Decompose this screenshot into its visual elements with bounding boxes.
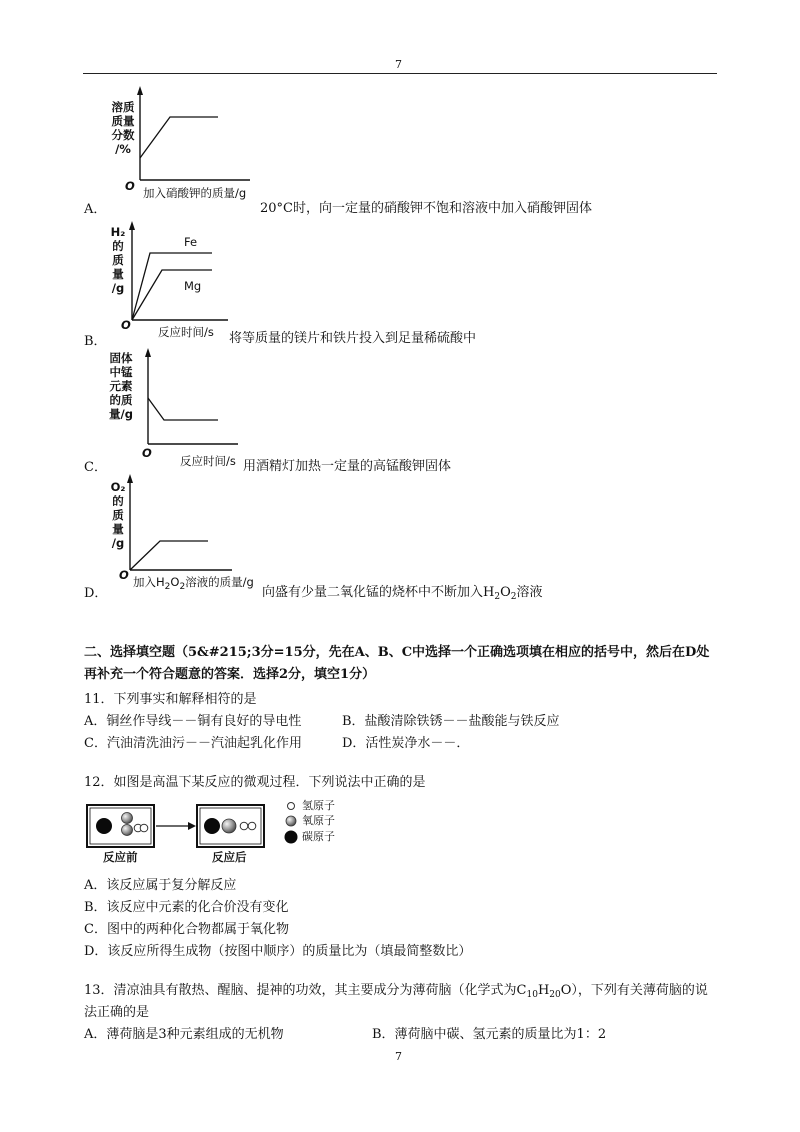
graph-d-description-part: 溶液	[516, 585, 543, 600]
graph-d-description-part: 向盛有少量二氧化锰的烧杯中不断加入H	[262, 585, 495, 600]
graph-b-legend-fe: Fe	[184, 235, 198, 249]
q12-hydrogen-atom	[140, 824, 148, 832]
graph-a-y-label-line: 质量	[111, 114, 135, 128]
q13-stem-part: O），下列有关薄荷脑的说	[560, 983, 708, 998]
q13-option-b: B．薄荷脑中碳、氢元素的质量比为1：2	[372, 1027, 607, 1042]
graph-d-x-label-sub: 2	[179, 582, 186, 592]
graph-a-description: 20°C时，向一定量的硝酸钾不饱和溶液中加入硝酸钾固体	[260, 201, 592, 216]
q11-option-b: B．盐酸清除铁锈－－盐酸能与铁反应	[342, 714, 560, 729]
graph-b-y-label-line: 量	[112, 267, 124, 281]
q11-stem: 11．下列事实和解释相符的是	[84, 692, 257, 707]
q12-before-label: 反应前	[103, 850, 138, 864]
graph-c-option: C．	[84, 460, 107, 475]
q12-legend-carbon: 碳原子	[302, 830, 335, 843]
graph-d-description-sub: 2	[494, 592, 501, 602]
q12-hydrogen-atom	[240, 822, 248, 830]
q12-legend-hydrogen: 氢原子	[302, 799, 335, 812]
graph-c-y-label-line: 中锰	[109, 365, 133, 379]
graph-b-y-label-line: H₂	[110, 225, 126, 239]
graph-b-origin: O	[121, 318, 131, 332]
graph-d-x-label-part: 溶液的质量/g	[185, 575, 254, 589]
q13-stem-part: H	[537, 983, 550, 998]
graph-c-description: 用酒精灯加热一定量的高锰酸钾固体	[243, 459, 452, 474]
graph-a-y-label-line: 分数	[111, 128, 135, 142]
graph-c-y-label-line: 的质	[109, 393, 133, 407]
graph-c-origin: O	[142, 446, 152, 460]
graph-c-y-label-line: 量/g	[109, 407, 133, 421]
graph-d-description-sub: 2	[510, 592, 517, 602]
q12-carbon-atom	[96, 818, 112, 834]
graph-a-y-label-line: 溶质	[111, 100, 135, 114]
graph-d-y-label-line: /g	[111, 536, 125, 550]
graph-c-y-label-line: 元素	[109, 379, 133, 393]
q12-option-b: B．该反应中元素的化合价没有变化	[84, 900, 289, 915]
graph-d-x-label-sub: 2	[164, 582, 171, 592]
q12-option-d: D．该反应所得生成物（按图中顺序）的质量比为（填最简整数比）	[84, 944, 472, 959]
q12-after-label: 反应后	[212, 850, 247, 864]
graph-a-x-label: 加入硝酸钾的质量/g	[143, 186, 247, 200]
graph-b-y-label-line: 质	[112, 253, 124, 267]
graph-d-origin: O	[119, 568, 129, 582]
graph-a-y-label-line: /%	[115, 142, 131, 156]
graph-b-y-label-line: /g	[111, 281, 125, 295]
graph-d-option: D．	[84, 586, 108, 601]
q12-oxygen-atom	[122, 813, 133, 824]
q11-option-c: C．汽油清洗油污－－汽油起乳化作用	[84, 736, 302, 751]
q12-legend-carbon-icon	[285, 831, 298, 844]
page-number-bottom: 7	[395, 1050, 402, 1063]
q12-oxygen-atom	[222, 819, 236, 833]
q13-stem-sub: 10	[526, 990, 538, 1000]
q13-stem-line-1	[84, 979, 708, 998]
q12-option-c: C．图中的两种化合物都属于氧化物	[84, 922, 289, 937]
section-2-heading-line-1: 二、选择填空题（5&#215;3分=15分，先在A、B、C中选择一个正确选项填在相应的括号中，然后在D处	[84, 645, 710, 660]
graph-b-option: B．	[84, 334, 107, 349]
graph-d-y-label-line: O₂	[110, 480, 126, 494]
graph-c-x-label: 反应时间/s	[180, 454, 236, 468]
graph-d-x-label-part: O	[170, 575, 180, 589]
q12-carbon-atom	[204, 818, 220, 834]
graph-d-y-label-line: 的	[112, 494, 124, 508]
q13-stem-sub: 20	[549, 990, 561, 1000]
q12-option-a: A．该反应属于复分解反应	[84, 878, 237, 893]
graph-a-origin: O	[125, 179, 135, 193]
q11-option-d: D．活性炭净水－－．	[342, 736, 470, 751]
q13-stem-line-2: 法正确的是	[84, 1005, 150, 1020]
q12-legend-oxygen: 氧原子	[302, 814, 335, 827]
q12-hydrogen-atom	[248, 822, 256, 830]
graph-c-y-label-line: 固体	[109, 351, 133, 365]
graph-d-x-label-part: 加入H	[133, 575, 165, 589]
q12-legend-oxygen-icon	[286, 816, 296, 826]
graph-a-option: A．	[84, 202, 107, 217]
graph-d-y-label-line: 量	[112, 522, 124, 536]
graph-b-y-label-line: 的	[112, 239, 124, 253]
graph-b-description: 将等质量的镁片和铁片投入到足量稀硫酸中	[229, 331, 477, 346]
page-number-top: 7	[395, 58, 402, 71]
q12-stem: 12．如图是高温下某反应的微观过程．下列说法中正确的是	[84, 775, 426, 790]
q13-option-a: A．薄荷脑是3种元素组成的无机物	[84, 1027, 284, 1042]
graph-b-x-label: 反应时间/s	[158, 325, 214, 339]
q12-oxygen-atom	[122, 825, 133, 836]
q11-option-a: A．铜丝作导线－－铜有良好的导电性	[84, 714, 302, 729]
q12-legend-hydrogen-icon	[288, 803, 295, 810]
section-2-heading-line-2: 再补充一个符合题意的答案．选择2分，填空1分）	[84, 667, 376, 682]
graph-d-y-label-line: 质	[112, 508, 124, 522]
q13-stem-part: 13．清凉油具有散热、醒脑、提神的功效，其主要成分为薄荷脑（化学式为C	[84, 983, 527, 998]
graph-d-description-part: O	[500, 585, 511, 600]
graph-b-legend-mg: Mg	[184, 279, 202, 293]
